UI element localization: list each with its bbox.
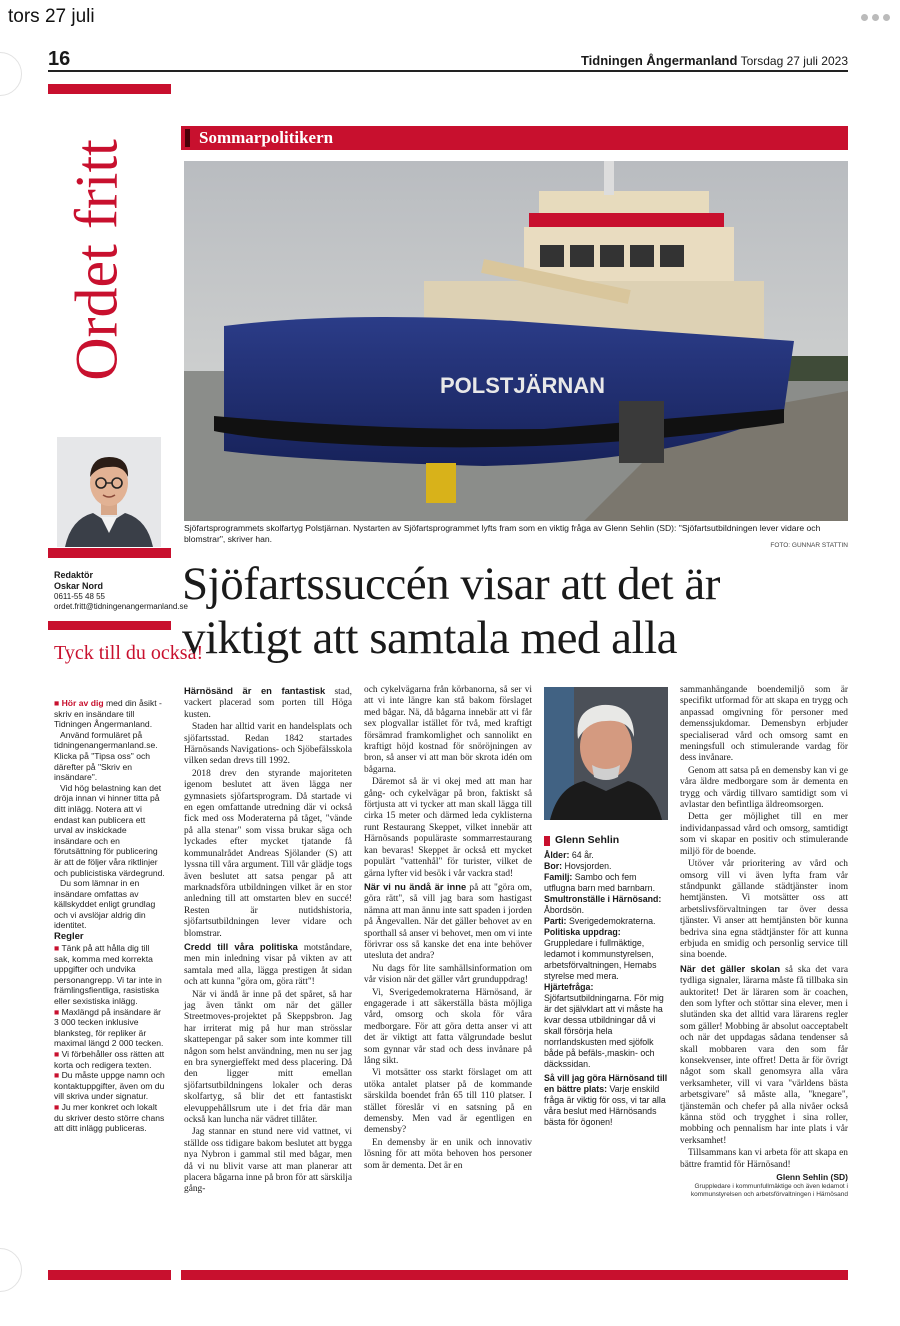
photo-caption: Sjöfartsprogrammets skolfartyg Polstjärnan. Nystarten av Sjöfartsprogrammet lyfts fram som en viktig fråga av Glenn Sehlin (SD): "Sjöfartsutbildningen lever vidare och blomstrar", skriver han. [184, 523, 821, 544]
red-marker-icon [544, 836, 550, 846]
fact-question: Så vill jag göra Härnösand till en bättre plats: [544, 1073, 668, 1094]
ship-photo [184, 161, 848, 521]
editor-role: Redaktör [54, 570, 94, 580]
article-paragraph [184, 685, 352, 721]
article-paragraph [364, 685, 532, 776]
paragraph-text: Genom att satsa på en demensby kan vi ge våra äldre medborgare som är dementa en trygg och värdig tillvaro samtidigt som vi avlastar den befintliga äldreomsorgen. [680, 765, 848, 811]
fact-item [544, 872, 670, 894]
author-photo [544, 687, 668, 820]
paragraph-text: sammanhängande boendemiljö som är specifikt utformad för att skapa en trygg och anpassad omgivning för personer med demenssjukdomar. Demensbyn erbjuder specialiserad vård och omsorg samt en meningsfull och stimulerande vardag för dess invånare. [680, 685, 848, 764]
article-paragraph [680, 963, 848, 1148]
intro-lead: ■ Hör av dig [54, 698, 104, 708]
fact-value: Sambo och fem utflugna barn med barnbarn. [544, 872, 656, 893]
article-headline: Sjöfartssuccén visar att det är viktigt att samtala med alla [182, 558, 720, 664]
fact-item [544, 894, 670, 916]
article-paragraph [680, 685, 848, 765]
sidebar-rule [48, 621, 171, 630]
paragraph-text: och cykelvägarna från körbanorna, så ser vi att vi inte längre kan stå bakom förslaget med bågar. Nä, då bågarna innebär att vi får sex plogvallar istället för två, med kraftigt försämrad framkomlighet och sannolikt en kraftigt höjd kostnad för snöröjningen av bron, så anser vi att man bör skrota idén om bågarna. [364, 685, 532, 775]
paper-name: Tidningen Ångermanland [580, 53, 738, 68]
more-dots-icon[interactable] [861, 14, 890, 21]
paragraph-lead: Credd till våra politiska [184, 940, 298, 952]
fact-value: Hovsjorden. [562, 861, 612, 871]
paragraph-lead: När vi nu ändå är inne [364, 880, 467, 892]
fact-label: Smultronställe i Härnösand: [544, 894, 662, 904]
article-paragraph [364, 988, 532, 1068]
editor-portrait [57, 437, 161, 547]
bottom-rule [181, 1270, 848, 1280]
page-edge-handle [0, 1248, 22, 1292]
fact-value: 64 år. [569, 850, 594, 860]
article-paragraph [184, 990, 352, 1127]
fact-item [544, 982, 670, 1070]
author-name: Glenn Sehlin [544, 835, 670, 846]
rules-heading: Regler [54, 931, 84, 942]
issue-date: Torsdag 27 juli 2023 [740, 54, 848, 68]
paragraph-text: Staden har alltid varit en handelsplats och sjöfartsstad. Redan 1842 startades Härnösands Navigations- och Sjöbefälsskola vilken sedan drevs till 1992. [184, 722, 352, 767]
fact-item [544, 861, 670, 872]
article-column-2 [364, 685, 532, 1173]
paragraph-text: Nu dags för lite samhällsinformation om vår vision när det gäller vårt grunduppdrag! [364, 963, 532, 986]
section-label: Sommarpolitikern [181, 126, 848, 150]
article-paragraph [364, 1068, 532, 1136]
paragraph-text: Vi, Sverigedemokraterna Härnösand, är engagerade i att säkerställa bästa möjliga vård, omsorg och skola för våra medborgare. För att göra detta anser vi att det är viktigt att fatta välgrundade beslut som gynnar vår stad och dess invånare på lång sikt. [364, 987, 532, 1066]
rule-item: Du måste uppge namn och kontaktuppgifter, även om du vill skriva under signatur. [54, 1070, 165, 1102]
paragraph-text: på att "göra om, göra rätt", så vill jag bara som hastigast nämna att man ännu inte satt spaden i jorden på Ängevallen. När det gäller behovet av en sporthall så anser vi behovet, men om vi inte förivrar oss så kanske det ena inte behöver utesluta det andra? [364, 882, 533, 962]
signature: Glenn Sehlin (SD) [776, 1172, 848, 1183]
editor-email[interactable]: ordet.fritt@tidningenangermanland.se [54, 602, 188, 611]
submission-info [54, 698, 166, 931]
author-factbox [544, 835, 670, 1128]
rule-item: Maxlängd på insändare är 3 000 tecken inklusive blanksteg, för repliker är maximal längd 2 000 tecken. [54, 1006, 164, 1049]
article-paragraph [680, 812, 848, 858]
article-paragraph [680, 766, 848, 812]
fact-value: Sverigedemokraterna. [566, 916, 656, 926]
fact-value: Sjöfartsutbildningarna. För mig är det självklart att vi måste ha kvar dessa utbildningar då vi skall försörja hela norrlandskusten med sjöfolk både på befäls-,maskin- och däckssidan. [544, 993, 664, 1069]
rule-item: Vi förbehåller oss rätten att korta och redigera texten. [54, 1048, 165, 1070]
fact-value: Åbordsön. [544, 905, 585, 915]
article-paragraph [184, 722, 352, 768]
info-paragraph: Använd formuläret på tidningenangermanland.se. Klicka på "Tipsa oss" och därefter på "Skriv en insändare". [54, 729, 158, 783]
ship-name: POLSTJÄRNAN [440, 373, 606, 398]
sidebar-heading: Tyck till du också! [54, 642, 204, 664]
rule-item: Ju mer konkret och lokalt du skriver desto större chans att ditt inlägg publiceras. [54, 1101, 165, 1134]
fact-label: Bor: [544, 861, 563, 871]
info-paragraph: Du som lämnar in en insändare omfattas av källskyddet enligt grundlag och vi avslöjar aldrig din identitet. [54, 878, 156, 931]
signature-note: Gruppledare i kommunfullmäktige och även ledamot i kommunstyrelsen och arbetsförvaltningen i Härnösand [690, 1183, 848, 1199]
fact-item [544, 850, 670, 861]
fact-label: Ålder: [544, 850, 570, 860]
column-title: Ordet fritt [63, 139, 130, 381]
fact-label: Politiska uppdrag: [544, 927, 621, 937]
paragraph-text: Däremot så är vi okej med att man har gång- och cykelvägar på bron, faktiskt så förtjusta att vi tycker att man skall lägga till cirka 15 meter och därmed leda cyklisterna runt Restaurang Skeppet, vilket innebär att Härnösands populäraste sommarrestaurang kan bevaras! Skeppet är också ett mycket populärt "vattenhål" för turister, vilket de gärna lyfter vid besök i vår vackra stad! [364, 777, 532, 879]
paragraph-text: Jag stannar en stund nere vid vattnet, vi ställde oss tidigare bakom beslutet att bygga nya Nybron i gammal stil med bågar, men då vi nu blivit varse att man planerar att placera bågarna inne på bron för att särskilja gång- [184, 1127, 352, 1195]
paragraph-text: motståndare, men min inledning visar på vikten av att samtala med alla, lägga prestigen åt sidan och att kunna "göra om, göra rätt"! [184, 942, 352, 988]
fact-value: Gruppledare i fullmäktige, ledamot i kommunstyrelsen, arbetsförvaltningen, Hemabs styrelse med mera. [544, 938, 657, 981]
photo-credit: FOTO: GUNNAR STATTIN [770, 542, 848, 549]
editor-phone: 0611-55 48 55 [54, 592, 106, 601]
page-edge-handle [0, 52, 22, 96]
fact-item [544, 927, 670, 982]
article-column-3 [680, 685, 848, 1199]
article-paragraph [184, 769, 352, 940]
rule-item: Tänk på att hålla dig till sak, komma med korrekta uppgifter och undvika personangrepp. Vi tar inte in främlingsfientliga, rasistiska eller sexistiska inlägg. [54, 943, 162, 1006]
article-paragraph [364, 881, 532, 963]
fact-list [544, 850, 670, 1070]
masthead [581, 53, 848, 68]
editor-name: Oskar Nord [54, 581, 104, 591]
sidebar-rule [48, 548, 171, 558]
paragraph-text: Detta ger möjlighet till en mer individanpassad vård och omsorg, samtidigt som vi skapar en positiv och stimulerande miljö för de boende. [680, 812, 848, 857]
paragraph-text: Tillsammans kan vi arbeta för att skapa en bättre framtid för Härnösand! [680, 1148, 848, 1170]
paragraph-text: stad, vackert placerad som porten till Höga kusten. [184, 687, 352, 720]
info-paragraph: Vid hög belastning kan det dröja innan vi hinner titta på ditt inlägg. Notera att vi endast kan publicera ett urval av inskickade insändare och en förutsättning för publicering är att de följer våra riktlinjer och publicistiska värdegrund. [54, 782, 165, 878]
article-paragraph [364, 964, 532, 987]
article-paragraph [364, 1138, 532, 1172]
sidebar-rule [48, 1270, 171, 1280]
article-paragraph [184, 1127, 352, 1195]
masthead-rule [48, 70, 848, 72]
article-paragraph [680, 1148, 848, 1171]
fact-label: Parti: [544, 916, 567, 926]
intro-text: med din åsikt - skriv en insändare till Tidningen Ångermanland. [54, 698, 162, 730]
paragraph-text: När vi ändå är inne på det spåret, så har jag även tänkt om när det gäller Streetmoves-projektet på Skeppsbron. Jag har irriterat mig på hur man strösslar skattepengar på saker som inte kommer till någon som helst användning, men nu ser jag en bra synergieffekt med dess placering. Då den ligger mitt emellan sjöfartsutbildningens lokaler och deras skolfartyg, så blir det ett fantastiskt elevuppehållsrum ute i det fria där man också kan luncha när vädret tillåter. [184, 989, 352, 1126]
fact-item [544, 916, 670, 927]
fact-answer: Varje enskild fråga är viktig för oss, vi tar alla våra beslut med Härnösands bästa för ögonen! [544, 1084, 666, 1127]
paragraph-lead: När det gäller skolan [680, 962, 781, 974]
paragraph-text: Vi motsätter oss starkt förslaget om att utöka antalet platser på de kommande särskilda boendet från 65 till 110 platser. I stället föreslår vi en satsning på en demensby. Men vad är egentligen en demensby? [364, 1068, 532, 1136]
article-paragraph [364, 777, 532, 880]
article-paragraph [680, 859, 848, 962]
page-number: 16 [48, 48, 71, 70]
fact-label: Familj: [544, 872, 573, 882]
paragraph-text: En demensby är en unik och innovativ lösning för att möta behoven hos personer som är dementa. Det är en [364, 1137, 532, 1171]
paragraph-lead: Härnösänd är en fantastisk [184, 685, 326, 696]
paragraph-text: så ska det vara tydliga signaler, lärarna måste få tillbaka sin auktoritet! Det är läraren som är coachen, den som lyfter och stöttar sina elever, men i slutänden ska det alltid vara lärarens regler som gäller! Mobbing är absolut oacceptabelt och när det uppdagas sådana tendenser så skall mobbaren vara den som får konsekvenser, inte offret! Detta är för övrigt något som skall genomsyra alla våra verksamheter, vill vi vara "världens bästa arbetsgivare" så måste alla, "knegare", tjänstemän och chefer på alla nivåer också känna stöd och trygghet i sina roller, mobbing och pennalism har inte plats i vår verksamhet! [680, 964, 848, 1146]
paragraph-text: Utöver vår prioritering av vård och omsorg vill vi även lyfta fram vår ståndpunkt gällande städtjänster inom hemtjänsten. Vi motsätter oss att arbetslivsförvaltningen tar över dessa tjänster. Vi anser att hemtjänsten bör kunna bedriva sina egna städtjänster för att kunna erbjuda en smidig och personlig service till sina boende. [680, 859, 848, 961]
editor-info [54, 570, 188, 612]
rules-list: ■ Tänk på att hålla dig till sak, komma med korrekta uppgifter och undvika personangrepp. Vi tar inte in främlingsfientliga, rasistiska eller sexistiska inlägg. ■ Maxlängd på insändare är 3 000 tecken inklusive blanksteg, för repliker är maximal längd 2 000 tecken. ■ Vi förbehåller oss rätten att korta och redigera texten. ■ Du måste uppge namn och kontaktuppgifter, även om du vill skriva under signatur. ■ Ju mer konkret och lokalt du skriver desto större chans att ditt inlägg publiceras. [54, 943, 165, 1134]
status-bar [0, 0, 900, 40]
status-datetime: tors 27 juli [8, 6, 95, 27]
paragraph-text: 2018 drev den styrande majoriteten igenom beslutet att även lägga ner gymnasiets sjöfartsprogram. Då startade vi en egen omfattande utredning där vi också fick med oss Moderaterna på tåget, "vände på alla stenar" som vissa brukar säga och lyckades efter mycket tjatande få kommunalrådet Andreas Sjölander (S) att lyssna till våra argument. Till vår glädje togs även beslutet att satsa pengar på att marknadsföra utbildningen vilket är en stor anledning till att omstarten blev en succé! Resten är nutidshistoria, sjöfartsutbildningen lever vidare och blomstrar. [184, 768, 352, 939]
article-paragraph [184, 941, 352, 989]
article-column-1 [184, 685, 352, 1197]
fact-label: Hjärtefråga: [544, 982, 594, 992]
